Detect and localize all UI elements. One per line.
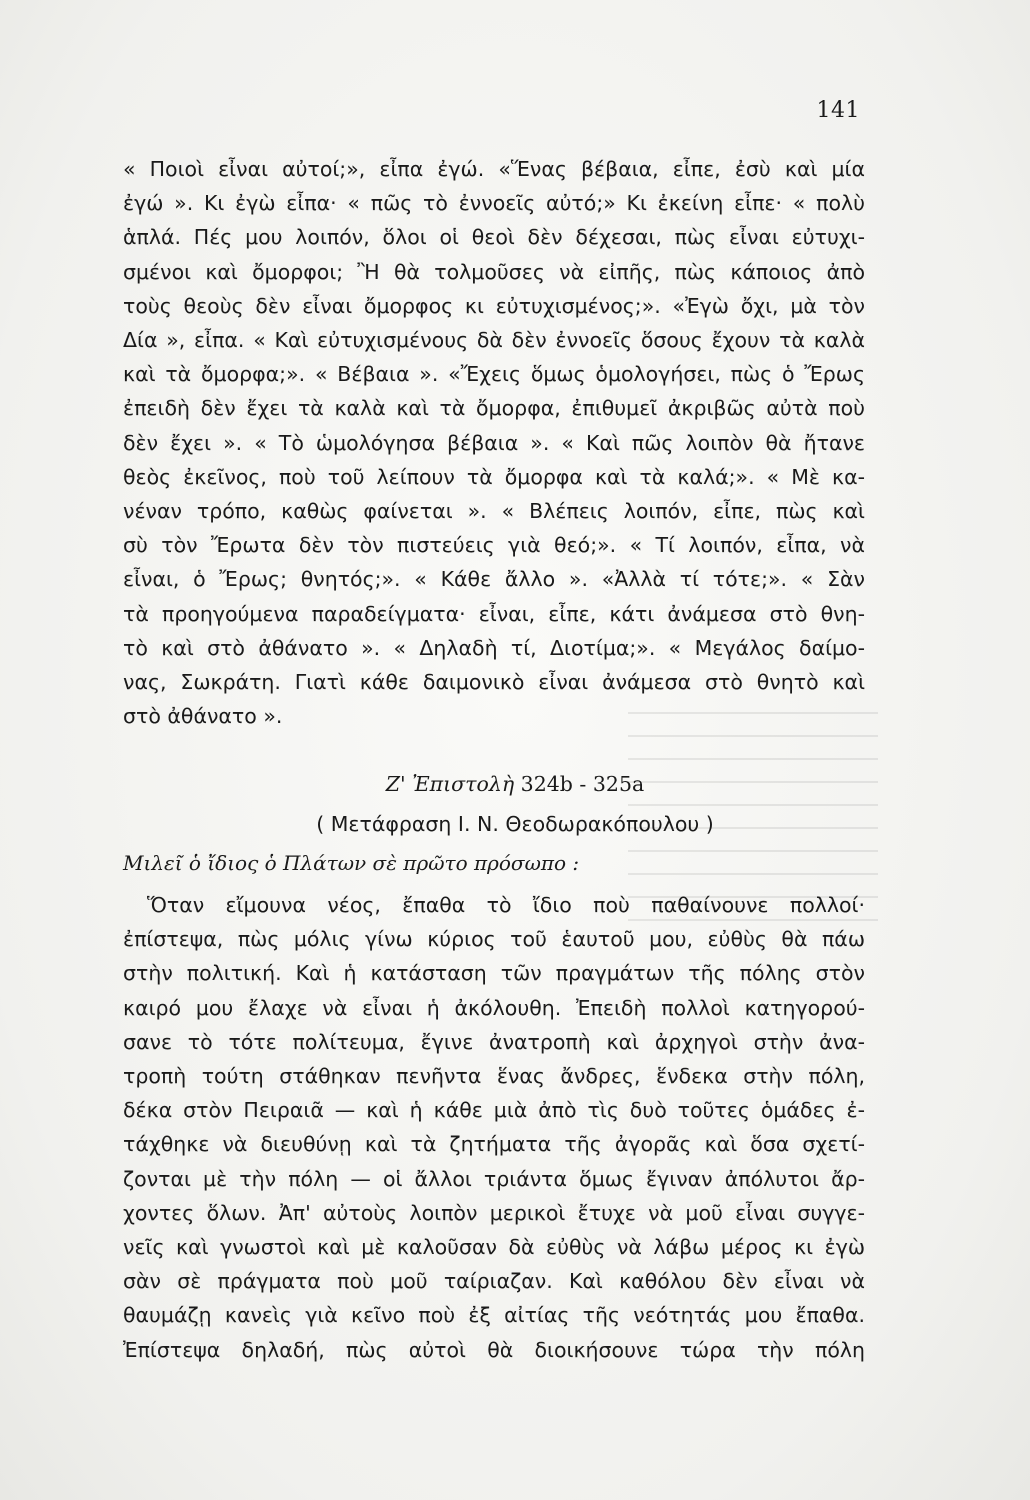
source-prefix: Ζ' <box>385 772 413 796</box>
speaker-heading: Μιλεῖ ὁ ἴδιος ὁ Πλάτων σὲ πρῶτο πρόσωπο : <box>123 851 580 875</box>
text-line: νέναν τρόπο, καθὼς φαίνεται ». « Βλέπεις λοιπόν, εἶπε, πὼς καὶ <box>123 499 865 524</box>
text-line: σανε τὸ τότε πολίτευμα, ἔγινε ἀνατροπὴ καὶ ἀρχηγοὶ στὴν ἀνα- <box>123 1029 865 1054</box>
text-line: ἐγώ ». Κι ἐγὼ εἶπα· « πῶς τὸ ἐννοεῖς αὐτό;» Κι ἐκείνη εἶπε· « πολὺ <box>123 191 865 216</box>
text-line: τὰ προηγούμενα παραδείγματα· εἶναι, εἶπε, κάτι ἀνάμεσα στὸ θνη- <box>123 601 865 626</box>
text-line: τάχθηκε νὰ διευθύνῃ καὶ τὰ ζητήματα τῆς ἀγορᾶς καὶ ὅσα σχετί- <box>123 1132 865 1157</box>
text-line: θαυμάζῃ κανεὶς γιὰ κεῖνο ποὺ ἐξ αἰτίας τῆς νεότητάς μου ἔπαθα. <box>123 1303 865 1328</box>
text-line: ζονται μὲ τὴν πόλη — οἱ ἄλλοι τριάντα ὅμως ἔγιναν ἀπόλυτοι ἄρ- <box>123 1166 865 1191</box>
text-line: καὶ τὰ ὄμορφα;». « Βέβαια ». «Ἔχεις ὅμως ὁμολογήσει, πὼς ὁ Ἔρως <box>123 362 865 387</box>
text-line: θεὸς ἐκεῖνος, ποὺ τοῦ λείπουν τὰ ὄμορφα καὶ τὰ καλά;». « Μὲ κα- <box>123 464 865 489</box>
text-line: δέκα στὸν Πειραιᾶ — καὶ ἡ κάθε μιὰ ἀπὸ τὶς δυὸ τοῦτες ὁμάδες ἐ- <box>123 1098 865 1123</box>
text-line: Ἐπίστεψα δηλαδή, πὼς αὐτοὶ θὰ διοικήσουνε τώρα τὴν πόλη <box>123 1337 865 1362</box>
text-line: ἐπίστεψα, πὼς μόλις γίνω κύριος τοῦ ἑαυτοῦ μου, εὐθὺς θὰ πάω <box>123 927 865 952</box>
source-citation <box>0 772 1030 796</box>
dialogue-paragraph <box>123 152 865 733</box>
text-line: σὰν σὲ πράγματα ποὺ μοῦ ταίριαζαν. Καὶ καθόλου δὲν εἶναι νὰ <box>123 1269 865 1294</box>
text-line: ἁπλά. Πές μου λοιπόν, ὅλοι οἱ θεοὶ δὲν δέχεσαι, πὼς εἶναι εὐτυχι- <box>123 225 865 250</box>
text-line: καιρό μου ἔλαχε νὰ εἶναι ἡ ἀκόλουθη. Ἐπειδὴ πολλοὶ κατηγορού- <box>123 995 865 1020</box>
text-line: « Ποιοὶ εἶναι αὐτοί;», εἶπα ἐγώ. «Ἕνας βέβαια, εἶπε, ἐσὺ καὶ μία <box>123 157 865 181</box>
letter-paragraph <box>123 888 865 1367</box>
page-number: 141 <box>816 98 860 123</box>
text-line: στὴν πολιτική. Καὶ ἡ κατάσταση τῶν πραγμάτων τῆς πόλης στὸν <box>123 961 865 986</box>
text-line: δὲν ἔχει ». « Τὸ ὡμολόγησα βέβαια ». « Καὶ πῶς λοιπὸν θὰ ἤτανε <box>123 430 865 455</box>
text-line: στὸ ἀθάνατο ». <box>123 704 283 729</box>
text-line: Ὅταν εἴμουνα νέος, ἔπαθα τὸ ἴδιο ποὺ παθαίνουνε πολλοί· <box>147 893 865 917</box>
translation-credit: ( Μετάφραση Ι. Ν. Θεοδωρακόπουλου ) <box>316 812 714 836</box>
text-line: σὺ τὸν Ἔρωτα δὲν τὸν πιστεύεις γιὰ θεό;». « Τί λοιπόν, εἶπα, νὰ <box>123 533 865 558</box>
text-line: εἶναι, ὁ Ἔρως; θνητός;». « Κάθε ἄλλο ». «Ἀλλὰ τί τότε;». « Σὰν <box>123 567 865 592</box>
text-line: νεῖς καὶ γνωστοὶ καὶ μὲ καλοῦσαν δὰ εὐθὺς νὰ λάβω μέρος κι ἐγὼ <box>123 1235 865 1260</box>
text-line: νας, Σωκράτη. Γιατὶ κάθε δαιμονικὸ εἶναι ἀνάμεσα στὸ θνητὸ καὶ <box>123 670 865 695</box>
text-line: χοντες ὅλων. Ἀπ' αὐτοὺς λοιπὸν μερικοὶ ἔτυχε νὰ μοῦ εἶναι συγγε- <box>123 1200 865 1225</box>
text-line: σμένοι καὶ ὄμορφοι; Ἢ θὰ τολμοῦσες νὰ εἰπῆς, πὼς κάποιος ἀπὸ <box>123 259 865 284</box>
text-line: τὸ καὶ στὸ ἀθάνατο ». « Δηλαδὴ τί, Διοτίμα;». « Μεγάλος δαίμο- <box>123 635 865 660</box>
text-line: ἐπειδὴ δὲν ἔχει τὰ καλὰ καὶ τὰ ὄμορφα, ἐπιθυμεῖ ἀκριβῶς αὐτὰ ποὺ <box>123 396 865 421</box>
text-line: τροπὴ τούτη στάθηκαν πενῆντα ἕνας ἄνδρες, ἕνδεκα στὴν πόλη, <box>123 1064 865 1089</box>
source-work: Ἐπιστολὴ <box>412 772 515 796</box>
text-line: Δία », εἶπα. « Καὶ εὐτυχισμένους δὰ δὲν ἐννοεῖς ὅσους ἔχουν τὰ καλὰ <box>123 328 865 353</box>
text-line: τοὺς θεοὺς δὲν εἶναι ὄμορφος κι εὐτυχισμένος;». «Ἐγὼ ὄχι, μὰ τὸν <box>123 293 865 318</box>
source-ref: 324b - 325a <box>514 772 645 796</box>
